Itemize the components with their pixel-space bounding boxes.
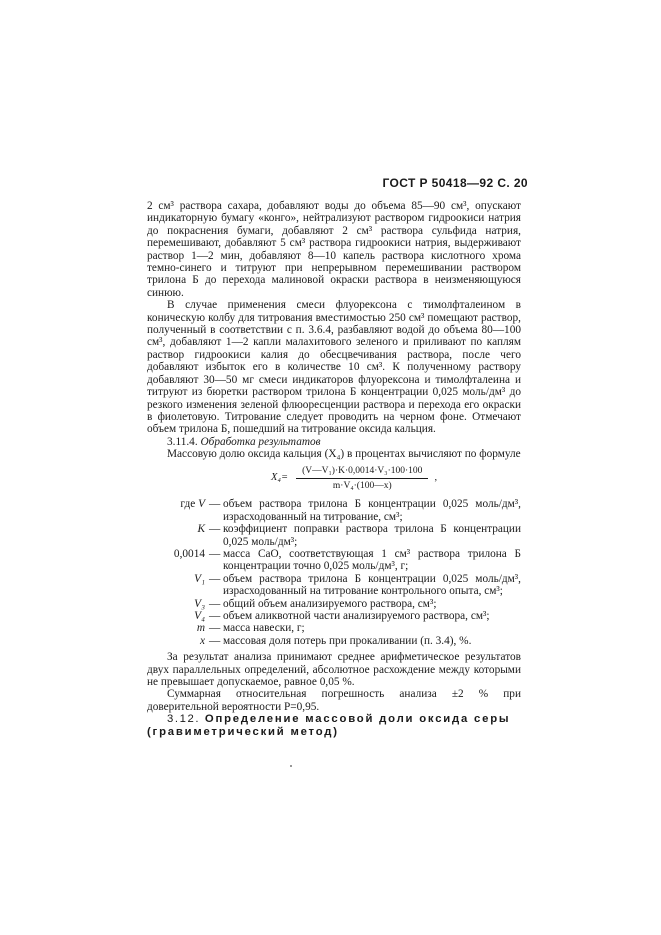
definition-text: масса CaO, соответствующая 1 см³ раствора трилона Б концентрации точно 0,025 моль/дм³, г;	[223, 547, 521, 573]
document-body	[147, 200, 521, 738]
formula	[187, 465, 521, 493]
definition-item	[147, 610, 521, 622]
definition-symbol: 0,0014	[173, 547, 205, 560]
definition-dash: —	[209, 547, 221, 560]
paragraph-1: 2 см³ раствора сахара, добавляют воды до объема 85—90 см³, опускают индикаторную бумагу «конго», нейтрализуют раствором гидроокиси натрия до покраснения бумаги, добавляют 2 см³ раствора сульфида натрия, перемешивают, добавляют 5 см³ раствора гидроокиси натрия, выдерживают раствор 1—2 мин, добавляют 8—10 капель раствора кислотного хрома темно-синего и титруют при непрерывном перемешивании раствором трилона Б до перехода малиновой окраски раствора в неизменяющуюся синюю.	[147, 200, 521, 299]
paragraph-2: В случае применения смеси флуорексона с тимолфталеином в коническую колбу для титрования вместимостью 250 см³ помещают раствор, полученный в соответствии с п. 3.6.4, разбавляют водой до объема 80—100 см³, добавляют 1—2 капли малахитового зеленого и приливают по каплям раствор гидроокиси калия до обесцвечивания раствора, после чего добавляют избыток его в количестве 10 см³. К полученному раствору добавляют 30—50 мг смеси индикаторов флуорексона и тимолфталеина и титруют из бюретки раствором трилона Б концентрации 0,025 моль/дм³ до резкого изменения зеленой флюоресценции раствора и перехода его окраски в фиолетовую. Титрование следует проводить на черном фоне. Отмечают объем трилона Б, пошедший на титрование оксида кальция.	[147, 299, 521, 436]
definition-item	[147, 622, 521, 634]
paragraph-4: За результат анализа принимают среднее арифметическое результатов двух параллельных определений, абсолютное расхождение между которыми не превышает допускаемое, равное 0,05 %.	[147, 651, 521, 689]
definition-dash: —	[209, 622, 221, 635]
paragraph-3: Массовую долю оксида кальция (X₄) в процентах вычисляют по формуле	[167, 448, 521, 461]
page-header: ГОСТ Р 50418—92 С. 20	[382, 176, 528, 190]
definition-item	[147, 523, 521, 548]
definition-item	[147, 598, 521, 610]
section-number: 3.12.	[167, 713, 201, 726]
formula-numerator: (V—V₁)·K·0,0014·V₃·100·100	[296, 465, 428, 479]
definition-symbol: V₁	[194, 572, 205, 585]
definition-text: объем аликвотной части анализируемого раствора, см³;	[223, 610, 490, 622]
formula-lhs: X₄=	[270, 472, 289, 484]
definition-symbol: x	[199, 634, 205, 647]
definition-symbol: V	[198, 498, 205, 511]
subsection-heading	[147, 436, 521, 448]
definition-dash: —	[209, 572, 221, 585]
paragraph-5: Суммарная относительная погрешность анализа ±2 % при доверительной вероятности P=0,95.	[147, 688, 521, 713]
definition-dash: —	[209, 610, 221, 622]
definition-item	[147, 498, 521, 523]
definition-prefix: где	[180, 498, 196, 511]
definition-text: общий объем анализируемого раствора, см³;	[223, 597, 437, 610]
subsection-title: Обработка результатов	[200, 435, 321, 448]
definition-item	[147, 548, 521, 573]
definition-item	[147, 573, 521, 598]
definition-item	[147, 635, 521, 647]
formula-tail: ,	[434, 472, 438, 484]
definition-symbol: V₄	[194, 610, 205, 622]
definition-text: объем раствора трилона Б концентрации 0,025 моль/дм³, израсходованный на титрование, см³;	[223, 498, 521, 523]
definitions-list	[147, 498, 521, 647]
subsection-number: 3.11.4.	[167, 435, 198, 448]
scan-speck	[290, 765, 292, 767]
definition-dash: —	[209, 523, 221, 536]
definition-dash: —	[209, 597, 221, 610]
definition-symbol: K	[197, 523, 205, 536]
section-title-line2: (гравиметрический метод)	[147, 725, 339, 738]
definition-symbol: V₃	[194, 597, 205, 610]
formula-denominator: m·V₄·(100—x)	[332, 480, 392, 491]
definition-text: коэффициент поправки раствора трилона Б концентрации 0,025 моль/дм³;	[223, 523, 521, 548]
definition-text: масса навески, г;	[223, 622, 305, 635]
section-heading	[147, 713, 521, 725]
definition-dash: —	[209, 634, 221, 647]
formula-fraction	[296, 465, 428, 493]
definition-text: массовая доля потерь при прокаливании (п. 3.4), %.	[223, 634, 472, 647]
definition-text: объем раствора трилона Б концентрации 0,025 моль/дм³, израсходованный на титрование контрольного опыта, см³;	[223, 572, 521, 598]
definition-symbol: m	[196, 622, 205, 635]
section-title-line1: Определение массовой доли оксида серы	[204, 713, 511, 726]
definition-dash: —	[209, 498, 221, 511]
